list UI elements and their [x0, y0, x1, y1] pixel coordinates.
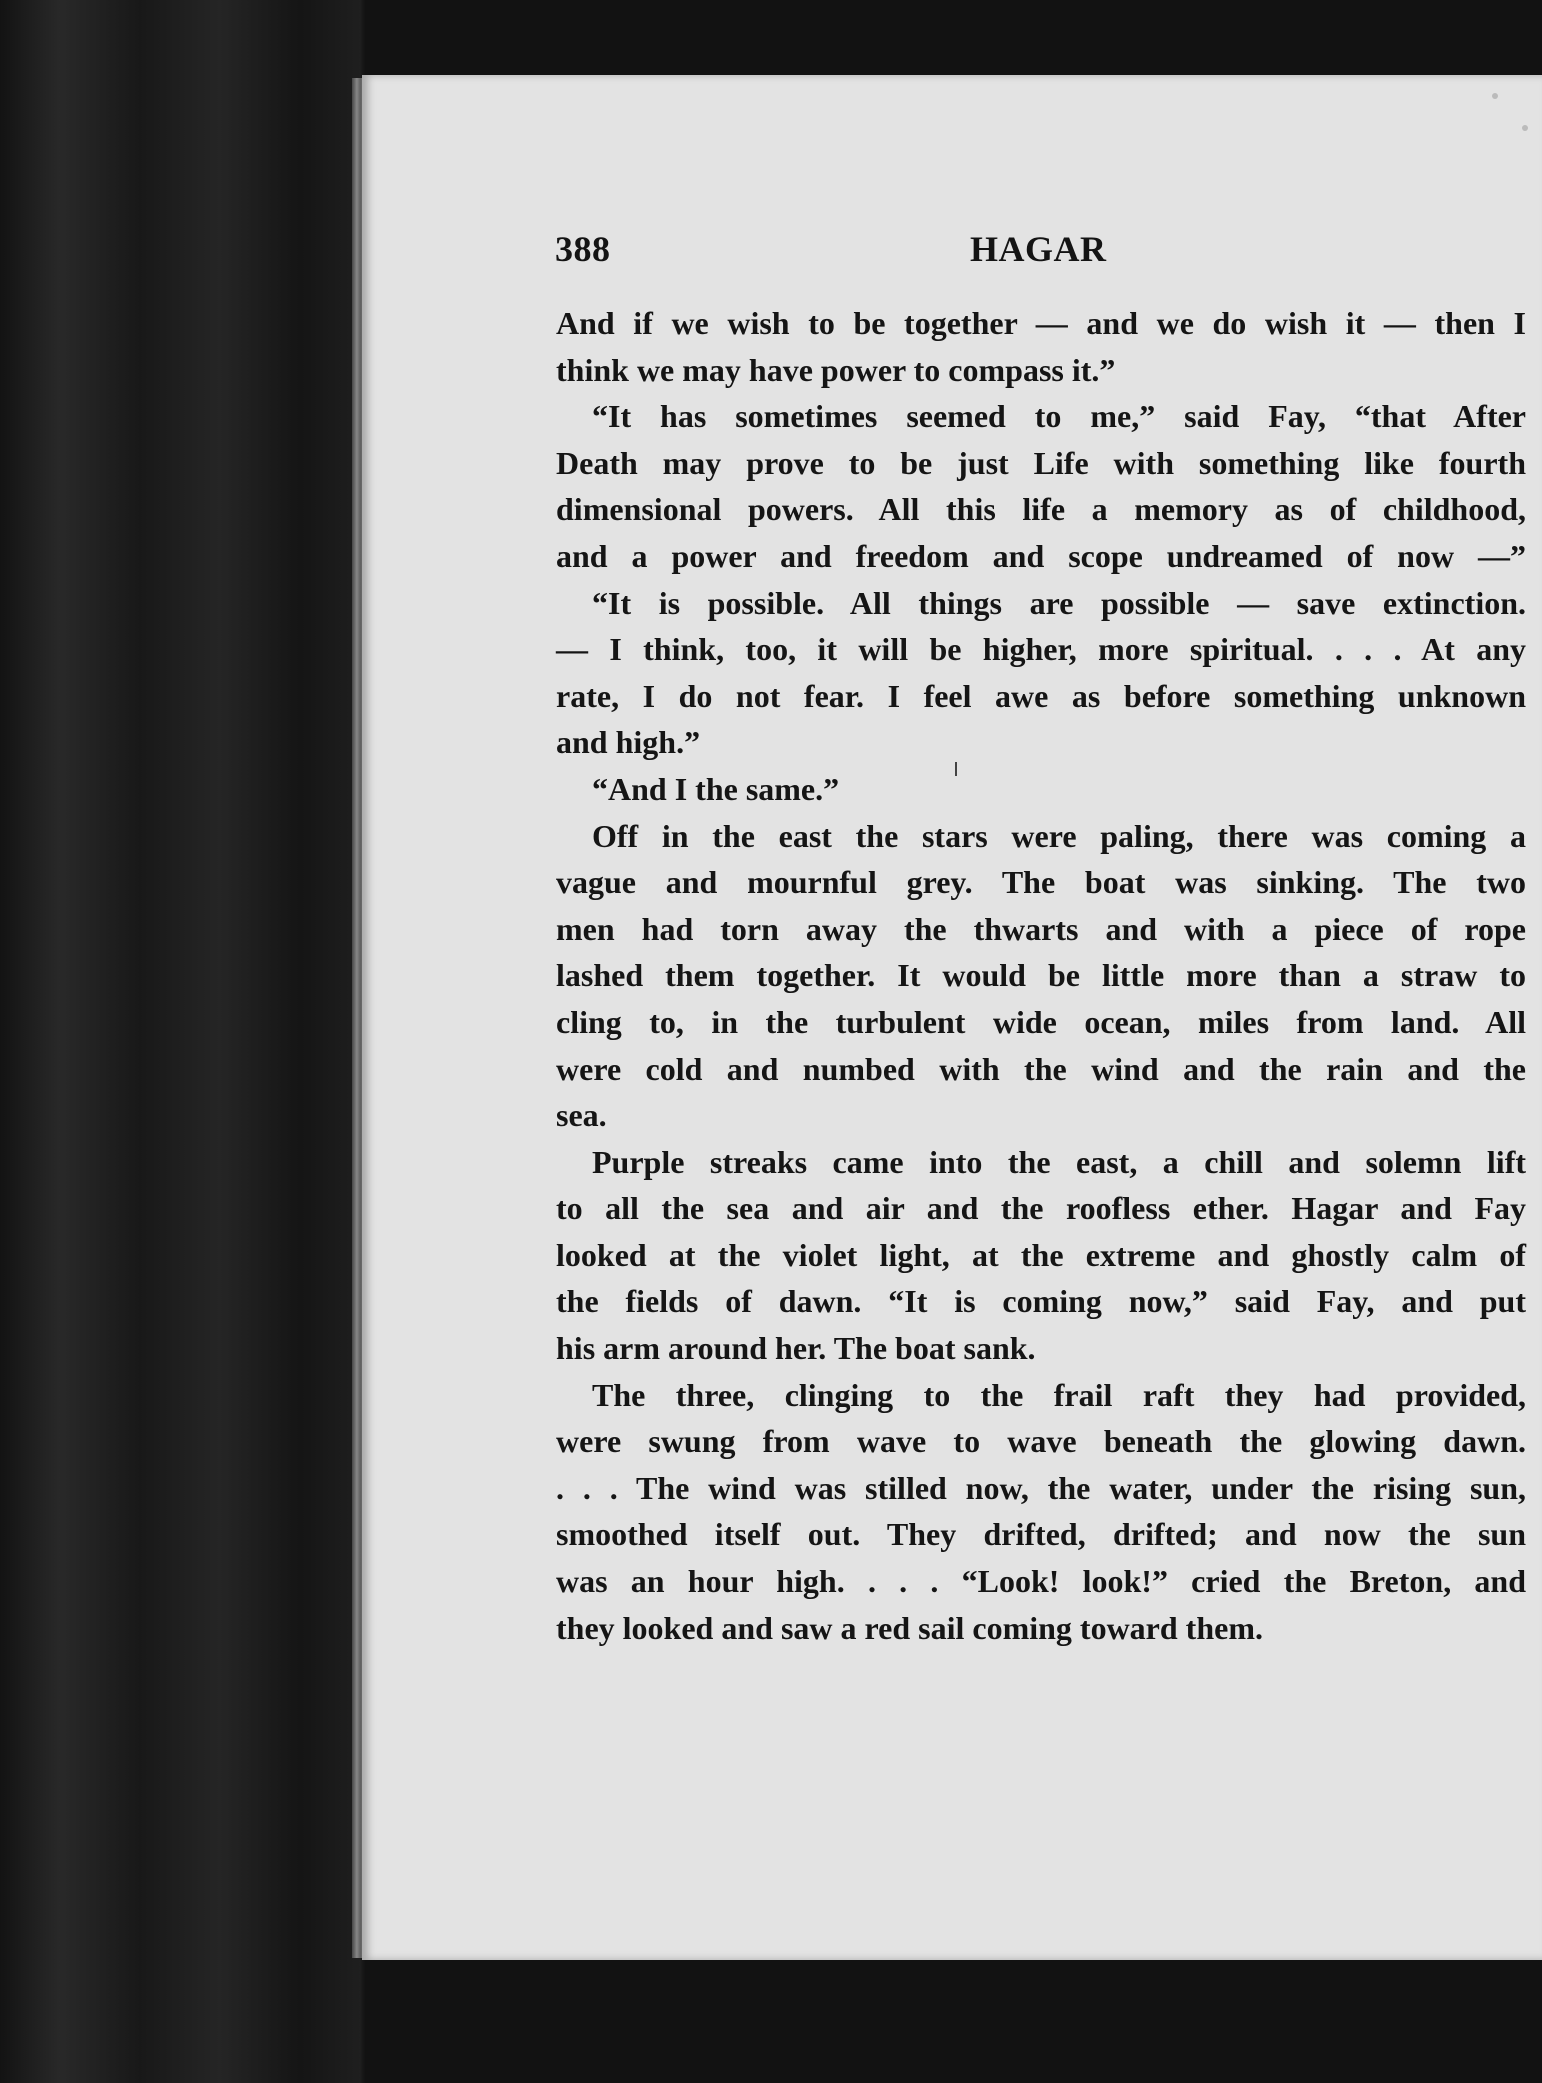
text-line: “It is possible. All things are possible — save extinction. — [592, 584, 1526, 621]
text-line: they looked and saw a red sail coming toward them. — [556, 1609, 1263, 1646]
text-line: sea. — [556, 1097, 607, 1134]
text-line: dimensional powers. All this life a memory as of childhood, — [556, 491, 1526, 528]
text-line: to all the sea and air and the roofless ether. Hagar and Fay — [556, 1190, 1526, 1227]
running-title: HAGAR — [970, 229, 1107, 269]
text-line: was an hour high. . . . “Look! look!” cried the Breton, and — [556, 1563, 1526, 1600]
text-line: his arm around her. The boat sank. — [556, 1330, 1036, 1367]
text-line: were cold and numbed with the wind and the rain and the — [556, 1050, 1526, 1087]
page-number: 388 — [555, 229, 611, 269]
text-line: Purple streaks came into the east, a chill and solemn lift — [592, 1143, 1526, 1180]
text-line: the fields of dawn. “It is coming now,” said Fay, and put — [556, 1283, 1526, 1320]
text-line: Death may prove to be just Life with something like fourth — [556, 444, 1526, 481]
page-header — [555, 228, 1115, 284]
text-line: And if we wish to be together — and we do wish it — then I — [556, 305, 1526, 341]
text-line: smoothed itself out. They drifted, drifted; and now the sun — [556, 1516, 1526, 1553]
text-line: looked at the violet light, at the extreme and ghostly calm of — [556, 1236, 1526, 1273]
paper-speck — [1492, 93, 1498, 99]
body-text — [556, 300, 1526, 1651]
text-line: and high.” — [556, 724, 701, 761]
text-line: think we may have power to compass it.” — [556, 351, 1116, 388]
text-line: were swung from wave to wave beneath the glowing dawn. — [556, 1423, 1526, 1460]
text-line: vague and mournful grey. The boat was sinking. The two — [556, 864, 1526, 901]
text-line: The three, clinging to the frail raft they had provided, — [592, 1376, 1526, 1413]
paper-speck — [1522, 125, 1528, 131]
text-line: rate, I do not fear. I feel awe as before something unknown — [556, 677, 1526, 714]
text-line: cling to, in the turbulent wide ocean, miles from land. All — [556, 1003, 1526, 1040]
text-line: lashed them together. It would be little more than a straw to — [556, 957, 1526, 994]
text-line: men had torn away the thwarts and with a piece of rope — [556, 910, 1526, 947]
text-line: — I think, too, it will be higher, more spiritual. . . . At any — [556, 631, 1526, 668]
text-line: . . . The wind was stilled now, the water, under the rising sun, — [556, 1469, 1526, 1506]
text-line: and a power and freedom and scope undreamed of now —” — [556, 537, 1526, 574]
ink-mark — [955, 762, 957, 776]
text-line: Off in the east the stars were paling, there was coming a — [592, 817, 1526, 854]
text-line: “It has sometimes seemed to me,” said Fay, “that After — [592, 398, 1526, 435]
text-line: “And I the same.” — [592, 770, 840, 807]
